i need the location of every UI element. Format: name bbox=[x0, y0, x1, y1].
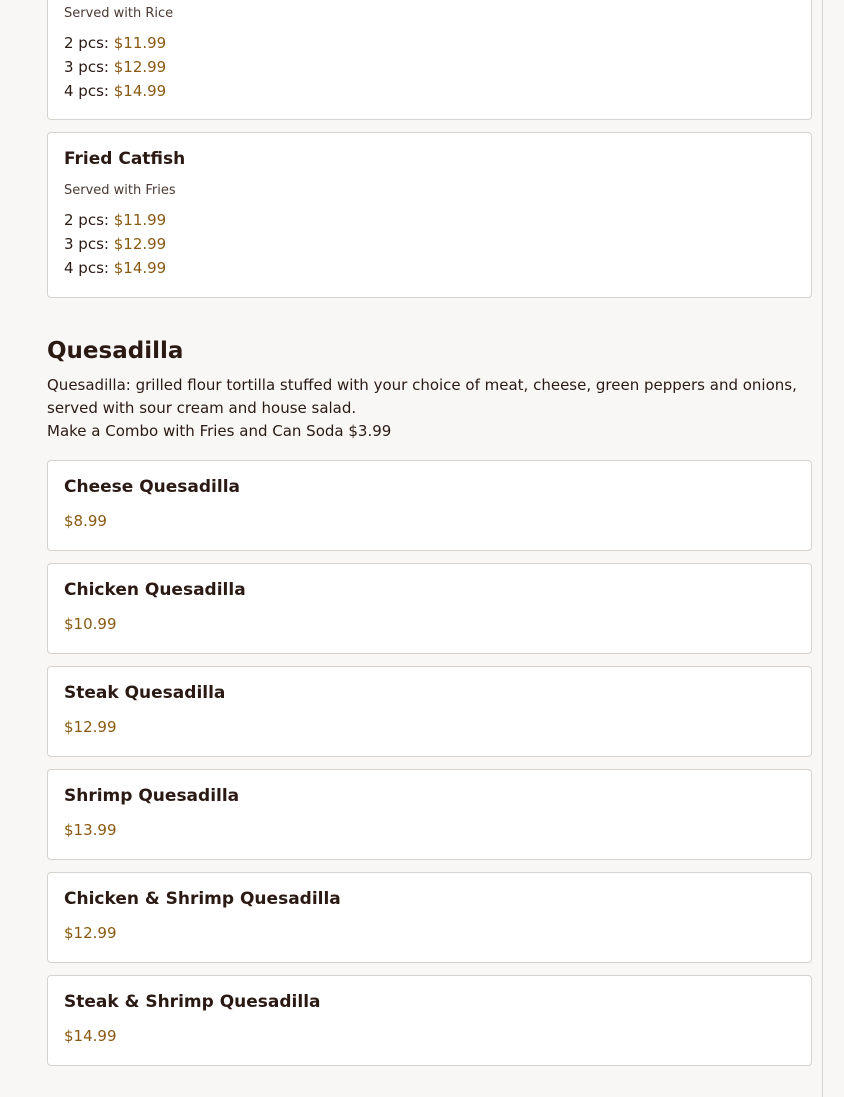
item-subtitle: Served with Rice bbox=[64, 6, 174, 21]
price-option bbox=[64, 259, 166, 277]
menu-item-card[interactable] bbox=[47, 0, 812, 120]
price-option-value: $14.99 bbox=[113, 259, 167, 277]
item-price: $10.99 bbox=[64, 615, 117, 633]
menu-item-card[interactable] bbox=[47, 666, 812, 757]
section-description: Quesadilla: grilled flour tortilla stuffed with your choice of meat, cheese, green peppers and onions, served with sour cream and house salad. bbox=[47, 376, 797, 417]
price-option-value: $12.99 bbox=[113, 58, 167, 76]
price-option-label: 4 pcs: bbox=[64, 82, 109, 100]
page-right-border bbox=[822, 0, 823, 1097]
price-option bbox=[64, 211, 166, 229]
section-title: Quesadilla bbox=[47, 338, 184, 364]
price-option-value: $12.99 bbox=[113, 235, 167, 253]
item-price: $14.99 bbox=[64, 1027, 117, 1045]
menu-item-card[interactable] bbox=[47, 872, 812, 963]
item-title: Steak & Shrimp Quesadilla bbox=[64, 992, 321, 1012]
item-title: Fried Catfish bbox=[64, 149, 186, 169]
price-option bbox=[64, 34, 166, 52]
price-option-label: 3 pcs: bbox=[64, 235, 109, 253]
item-price: $8.99 bbox=[64, 512, 107, 530]
item-subtitle: Served with Fries bbox=[64, 183, 176, 198]
item-title: Steak Quesadilla bbox=[64, 683, 226, 703]
menu-item-card[interactable] bbox=[47, 975, 812, 1066]
menu-item-card[interactable] bbox=[47, 563, 812, 654]
item-price: $12.99 bbox=[64, 924, 117, 942]
item-title: Chicken & Shrimp Quesadilla bbox=[64, 889, 341, 909]
combo-note: Make a Combo with Fries and Can Soda $3.99 bbox=[47, 422, 392, 440]
price-option-value: $14.99 bbox=[113, 82, 167, 100]
price-option bbox=[64, 82, 166, 100]
item-title: Cheese Quesadilla bbox=[64, 477, 241, 497]
item-title: Chicken Quesadilla bbox=[64, 580, 246, 600]
price-option-value: $11.99 bbox=[113, 211, 167, 229]
item-price: $12.99 bbox=[64, 718, 117, 736]
menu-item-card[interactable] bbox=[47, 460, 812, 551]
price-option bbox=[64, 58, 166, 76]
item-title: Shrimp Quesadilla bbox=[64, 786, 240, 806]
menu-item-card[interactable] bbox=[47, 132, 812, 298]
price-option-label: 2 pcs: bbox=[64, 34, 109, 52]
price-option-label: 3 pcs: bbox=[64, 58, 109, 76]
item-price: $13.99 bbox=[64, 821, 117, 839]
price-option-label: 4 pcs: bbox=[64, 259, 109, 277]
price-option-label: 2 pcs: bbox=[64, 211, 109, 229]
price-option-value: $11.99 bbox=[113, 34, 167, 52]
menu-item-card[interactable] bbox=[47, 769, 812, 860]
price-option bbox=[64, 235, 166, 253]
